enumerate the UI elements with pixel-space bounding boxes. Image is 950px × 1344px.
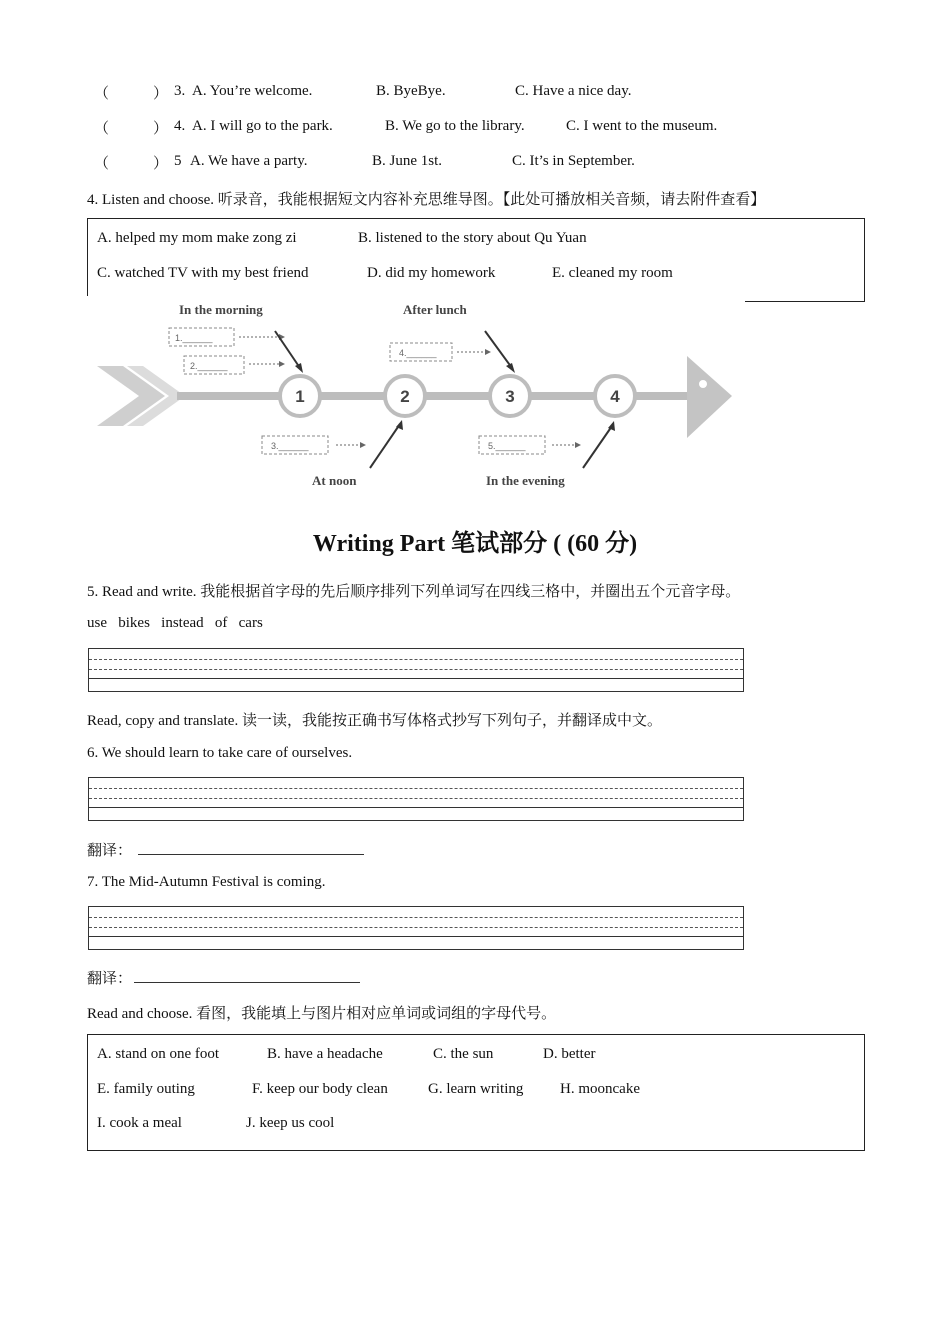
question-number: 3. [174, 83, 186, 99]
rc-option-j: J. keep us cool [246, 1115, 335, 1131]
label-evening: In the evening [486, 473, 565, 488]
writing-lines-q5[interactable] [88, 648, 744, 692]
svg-text:3.______: 3.______ [271, 441, 309, 451]
timeline-node-4 [595, 376, 635, 416]
q4-option-a: A. helped my mom make zong zi [97, 230, 297, 246]
q4-option-d: D. did my homework [367, 265, 496, 281]
q4-option-c: C. watched TV with my best friend [97, 265, 309, 281]
rc-instruction: Read and choose. 看图，我能填上与图片相对应单词或词组的字母代号。 [87, 1006, 557, 1022]
timeline-arrowhead-icon [687, 356, 732, 438]
q7-sentence: 7. The Mid-Autumn Festival is coming. [87, 874, 326, 890]
option-b: B. June 1st. [372, 153, 443, 169]
node-label: 1 [295, 387, 305, 406]
q4-option-b: B. listened to the story about Qu Yuan [358, 230, 587, 246]
node-label: 2 [400, 387, 410, 406]
q6-translate-blank[interactable] [138, 840, 364, 855]
q6-translate-label: 翻译： [87, 839, 364, 860]
blank-5 [479, 436, 581, 454]
svg-text:2.______: 2.______ [190, 361, 228, 371]
blank-2 [184, 356, 285, 374]
rc-options-box [87, 1034, 865, 1151]
rc-option-i: I. cook a meal [97, 1115, 182, 1131]
rc-option-e: E. family outing [97, 1081, 195, 1097]
option-c: C. Have a nice day. [515, 83, 632, 99]
q5-instruction: 5. Read and write. 我能根据首字母的先后顺序排列下列单词写在四线三格中，并圈出五个元音字母。 [87, 584, 741, 600]
question-number: 5 [174, 153, 182, 169]
paren-close: ） [153, 156, 169, 172]
rc-option-g: G. learn writing [428, 1081, 524, 1097]
option-c: C. It’s in September. [512, 153, 635, 169]
q4-options-box [87, 218, 865, 302]
timeline-tail-icon [97, 366, 185, 426]
node-label: 3 [505, 387, 515, 406]
blank-4 [390, 343, 491, 361]
paren-open: （ [94, 86, 110, 102]
timeline-diagram [87, 296, 747, 496]
q4-option-e: E. cleaned my room [552, 265, 673, 281]
timeline-node-2 [385, 376, 425, 416]
svg-text:4.______: 4.______ [399, 348, 437, 358]
timeline-node-1 [280, 376, 320, 416]
option-a: A. I will go to the park. [192, 118, 333, 134]
option-b: B. ByeBye. [376, 83, 446, 99]
q4-instruction: 4. Listen and choose. 听录音，我能根据短文内容补充思维导图。【此处可播放相关音频，请去附件查看】 [87, 192, 766, 208]
option-a: A. We have a party. [190, 153, 308, 169]
rct-instruction: Read, copy and translate. 读一读，我能按正确书写体格式抄写下列句子，并翻译成中文。 [87, 713, 662, 729]
writing-lines-q7[interactable] [88, 906, 744, 950]
paren-close: ） [153, 86, 169, 102]
timeline-node-3 [490, 376, 530, 416]
option-b: B. We go to the library. [385, 118, 525, 134]
svg-text:1.______: 1.______ [175, 333, 213, 343]
question-number: 4. [174, 118, 186, 134]
option-a: A. You’re welcome. [192, 83, 313, 99]
option-c: C. I went to the museum. [566, 118, 718, 134]
rc-option-f: F. keep our body clean [252, 1081, 388, 1097]
label-morning: In the morning [179, 302, 263, 317]
q6-sentence: 6. We should learn to take care of ourselves. [87, 745, 353, 761]
paren-open: （ [94, 156, 110, 172]
rc-option-b: B. have a headache [267, 1046, 383, 1062]
node-label: 4 [610, 387, 620, 406]
q7-translate-label: 翻译： [87, 967, 360, 988]
rc-option-c: C. the sun [433, 1046, 494, 1062]
rc-option-d: D. better [543, 1046, 596, 1062]
writing-lines-q6[interactable] [88, 777, 744, 821]
label-at-noon: At noon [312, 473, 357, 488]
rc-option-h: H. mooncake [560, 1081, 640, 1097]
paren-close: ） [153, 121, 169, 137]
label-after-lunch: After lunch [403, 302, 467, 317]
writing-part-title: Writing Part 笔试部分 ( (60 分) [312, 531, 638, 557]
q5-words: use bikes instead of cars [87, 615, 263, 631]
blank-1 [169, 328, 285, 346]
blank-3 [262, 436, 366, 454]
paren-open: （ [94, 121, 110, 137]
q7-translate-blank[interactable] [134, 968, 360, 983]
rc-option-a: A. stand on one foot [97, 1046, 220, 1062]
svg-text:5.______: 5.______ [488, 441, 526, 451]
